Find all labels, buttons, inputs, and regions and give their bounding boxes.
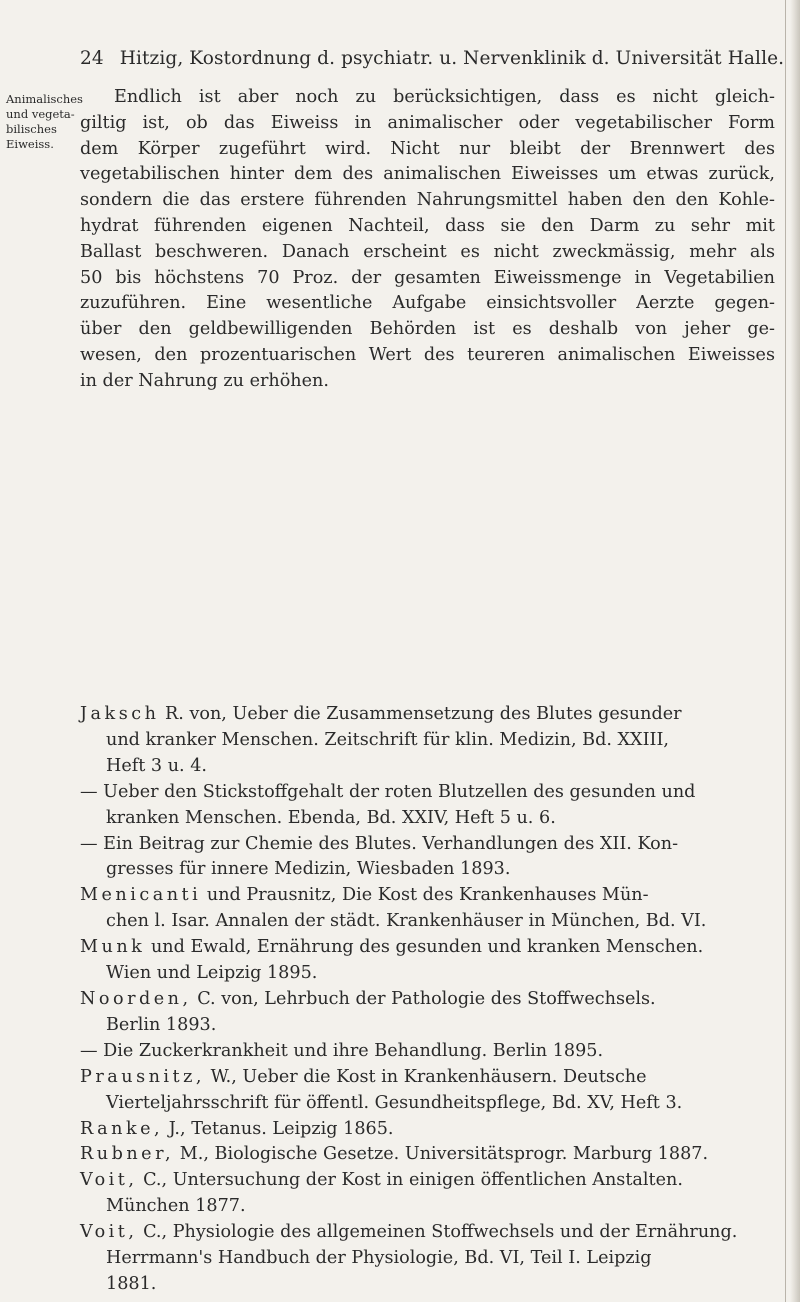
reference-author: Voit, [80,1222,138,1243]
reference-text: W., Ueber die Kost in Krankenhäusern. Deutsche [210,1066,647,1087]
reference-text: — Die Zuckerkrankheit und ihre Behandlung. Berlin 1895. [80,1040,604,1061]
reference-line [80,728,775,754]
running-header [80,48,785,69]
reference-entry [80,987,775,1039]
reference-line [80,1091,775,1117]
reference-text: M., Biologische Gesetze. Universitätsprogr. Marburg 1887. [179,1144,709,1165]
paragraph-line: über den geldbewilligenden Behörden ist es deshalb von jeher ge- [80,319,775,340]
reference-author: Munk [80,937,146,958]
reference-line [80,1194,775,1220]
paragraph-line: in der Nahrung zu erhöhen. [80,370,329,391]
reference-text: und Ewald, Ernährung des gesunden und kranken Menschen. [150,937,704,958]
reference-line [80,832,775,858]
reference-line [80,1013,775,1039]
reference-text: — Ueber den Stickstoffgehalt der roten Blutzellen des gesunden und [80,781,696,802]
reference-entry [80,1142,775,1168]
reference-entry [80,1039,775,1065]
reference-line [80,1065,775,1091]
reference-line [80,1246,775,1272]
reference-author: Voit, [80,1170,138,1191]
page-edge [790,0,800,1302]
reference-line [80,987,775,1013]
reference-text: 1881. [106,1273,157,1294]
reference-line [80,1272,775,1298]
reference-text: Berlin 1893. [106,1014,217,1035]
page-number: 24 [80,48,104,69]
reference-text: Wien und Leipzig 1895. [106,963,318,984]
reference-entry [80,935,775,987]
reference-author: Prausnitz, [80,1066,205,1087]
reference-author: Menicanti [80,885,202,906]
reference-text: C., Physiologie des allgemeinen Stoffwechsels und der Ernährung. [143,1222,738,1243]
reference-text: Heft 3 u. 4. [106,755,208,776]
reference-entry [80,780,775,832]
reference-line [80,1168,775,1194]
reference-entry [80,883,775,935]
reference-line [80,883,775,909]
reference-author: Rubner, [80,1144,175,1165]
reference-author: Jaksch [80,704,160,724]
reference-line [80,857,775,883]
margin-note-line: Animalisches [6,92,83,106]
reference-line [80,806,775,832]
reference-author: Ranke, [80,1118,164,1139]
reference-text: und Prausnitz, Die Kost des Krankenhauses Mün- [206,885,649,906]
paragraph-line: Ballast beschweren. Danach erscheint es nicht zweckmässig, mehr als [80,241,775,262]
paragraph-line: wesen, den prozentuarischen Wert des teureren animalischen Eiweisses [80,344,775,365]
reference-line [80,909,775,935]
reference-line [80,1142,775,1168]
reference-line [80,961,775,987]
reference-text: C., Untersuchung der Kost in einigen öffentlichen Anstalten. [143,1170,683,1191]
reference-line [80,1117,775,1143]
reference-text: und kranker Menschen. Zeitschrift für klin. Medizin, Bd. XXIII, [106,729,670,750]
reference-entry [80,1220,775,1298]
reference-text: Vierteljahrsschrift für öffentl. Gesundheitspflege, Bd. XV, Heft 3. [106,1092,683,1113]
paragraph-line: 50 bis höchstens 70 Proz. der gesamten Eiweissmenge in Vegetabilien [80,267,775,288]
paragraph-line: dem Körper zugeführt wird. Nicht nur bleibt der Brennwert des [80,138,775,159]
reference-entry [80,832,775,884]
running-title: Hitzig, Kostordnung d. psychiatr. u. Nervenklinik d. Universität Halle. [119,48,785,69]
reference-text: C. von, Lehrbuch der Pathologie des Stoffwechsels. [197,988,656,1009]
reference-line [80,1220,775,1246]
reference-line [80,780,775,806]
paragraph-line: giltig ist, ob das Eiweiss in animalischer oder vegetabilischer Form [80,112,775,133]
paragraph-line: hydrat führenden eigenen Nachteil, dass sie den Darm zu sehr mit [80,215,775,236]
paragraph-line: vegetabilischen hinter dem des animalischen Eiweisses um etwas zurück, [80,164,775,185]
page-edge-line [785,0,786,1302]
reference-entry [80,702,775,780]
body-paragraph [80,85,775,395]
reference-entry [80,1168,775,1220]
reference-text: — Ein Beitrag zur Chemie des Blutes. Verhandlungen des XII. Kon- [80,833,679,854]
margin-note-line: und vegeta- [6,107,75,121]
reference-text: gresses für innere Medizin, Wiesbaden 1893. [106,859,511,880]
reference-author: Noorden, [80,988,192,1009]
paragraph-line: sondern die das erstere führenden Nahrungsmittel haben den den Kohle- [80,190,775,211]
paragraph-line: zuzuführen. Eine wesentliche Aufgabe einsichtsvoller Aerzte gegen- [80,293,775,314]
reference-line [80,1039,775,1065]
reference-line [80,754,775,780]
margin-note [6,92,83,152]
reference-text: kranken Menschen. Ebenda, Bd. XXIV, Heft 5 u. 6. [106,807,556,828]
reference-text: Herrmann's Handbuch der Physiologie, Bd. VI, Teil I. Leipzig [106,1248,652,1269]
reference-text: chen l. Isar. Annalen der städt. Krankenhäuser in München, Bd. VI. [106,911,707,932]
reference-text: München 1877. [106,1196,246,1217]
margin-note-line: Eiweiss. [6,137,54,151]
margin-note-line: bilisches [6,122,57,136]
reference-entry [80,1117,775,1143]
reference-text: J., Tetanus. Leipzig 1865. [168,1118,394,1139]
reference-line [80,935,775,961]
reference-line [80,702,775,728]
reference-entry [80,1065,775,1117]
paragraph-line: Endlich ist aber noch zu berücksichtigen, dass es nicht gleich- [114,87,775,107]
reference-text: R. von, Ueber die Zusammensetzung des Blutes gesunder [165,704,682,724]
reference-list [80,702,775,1298]
